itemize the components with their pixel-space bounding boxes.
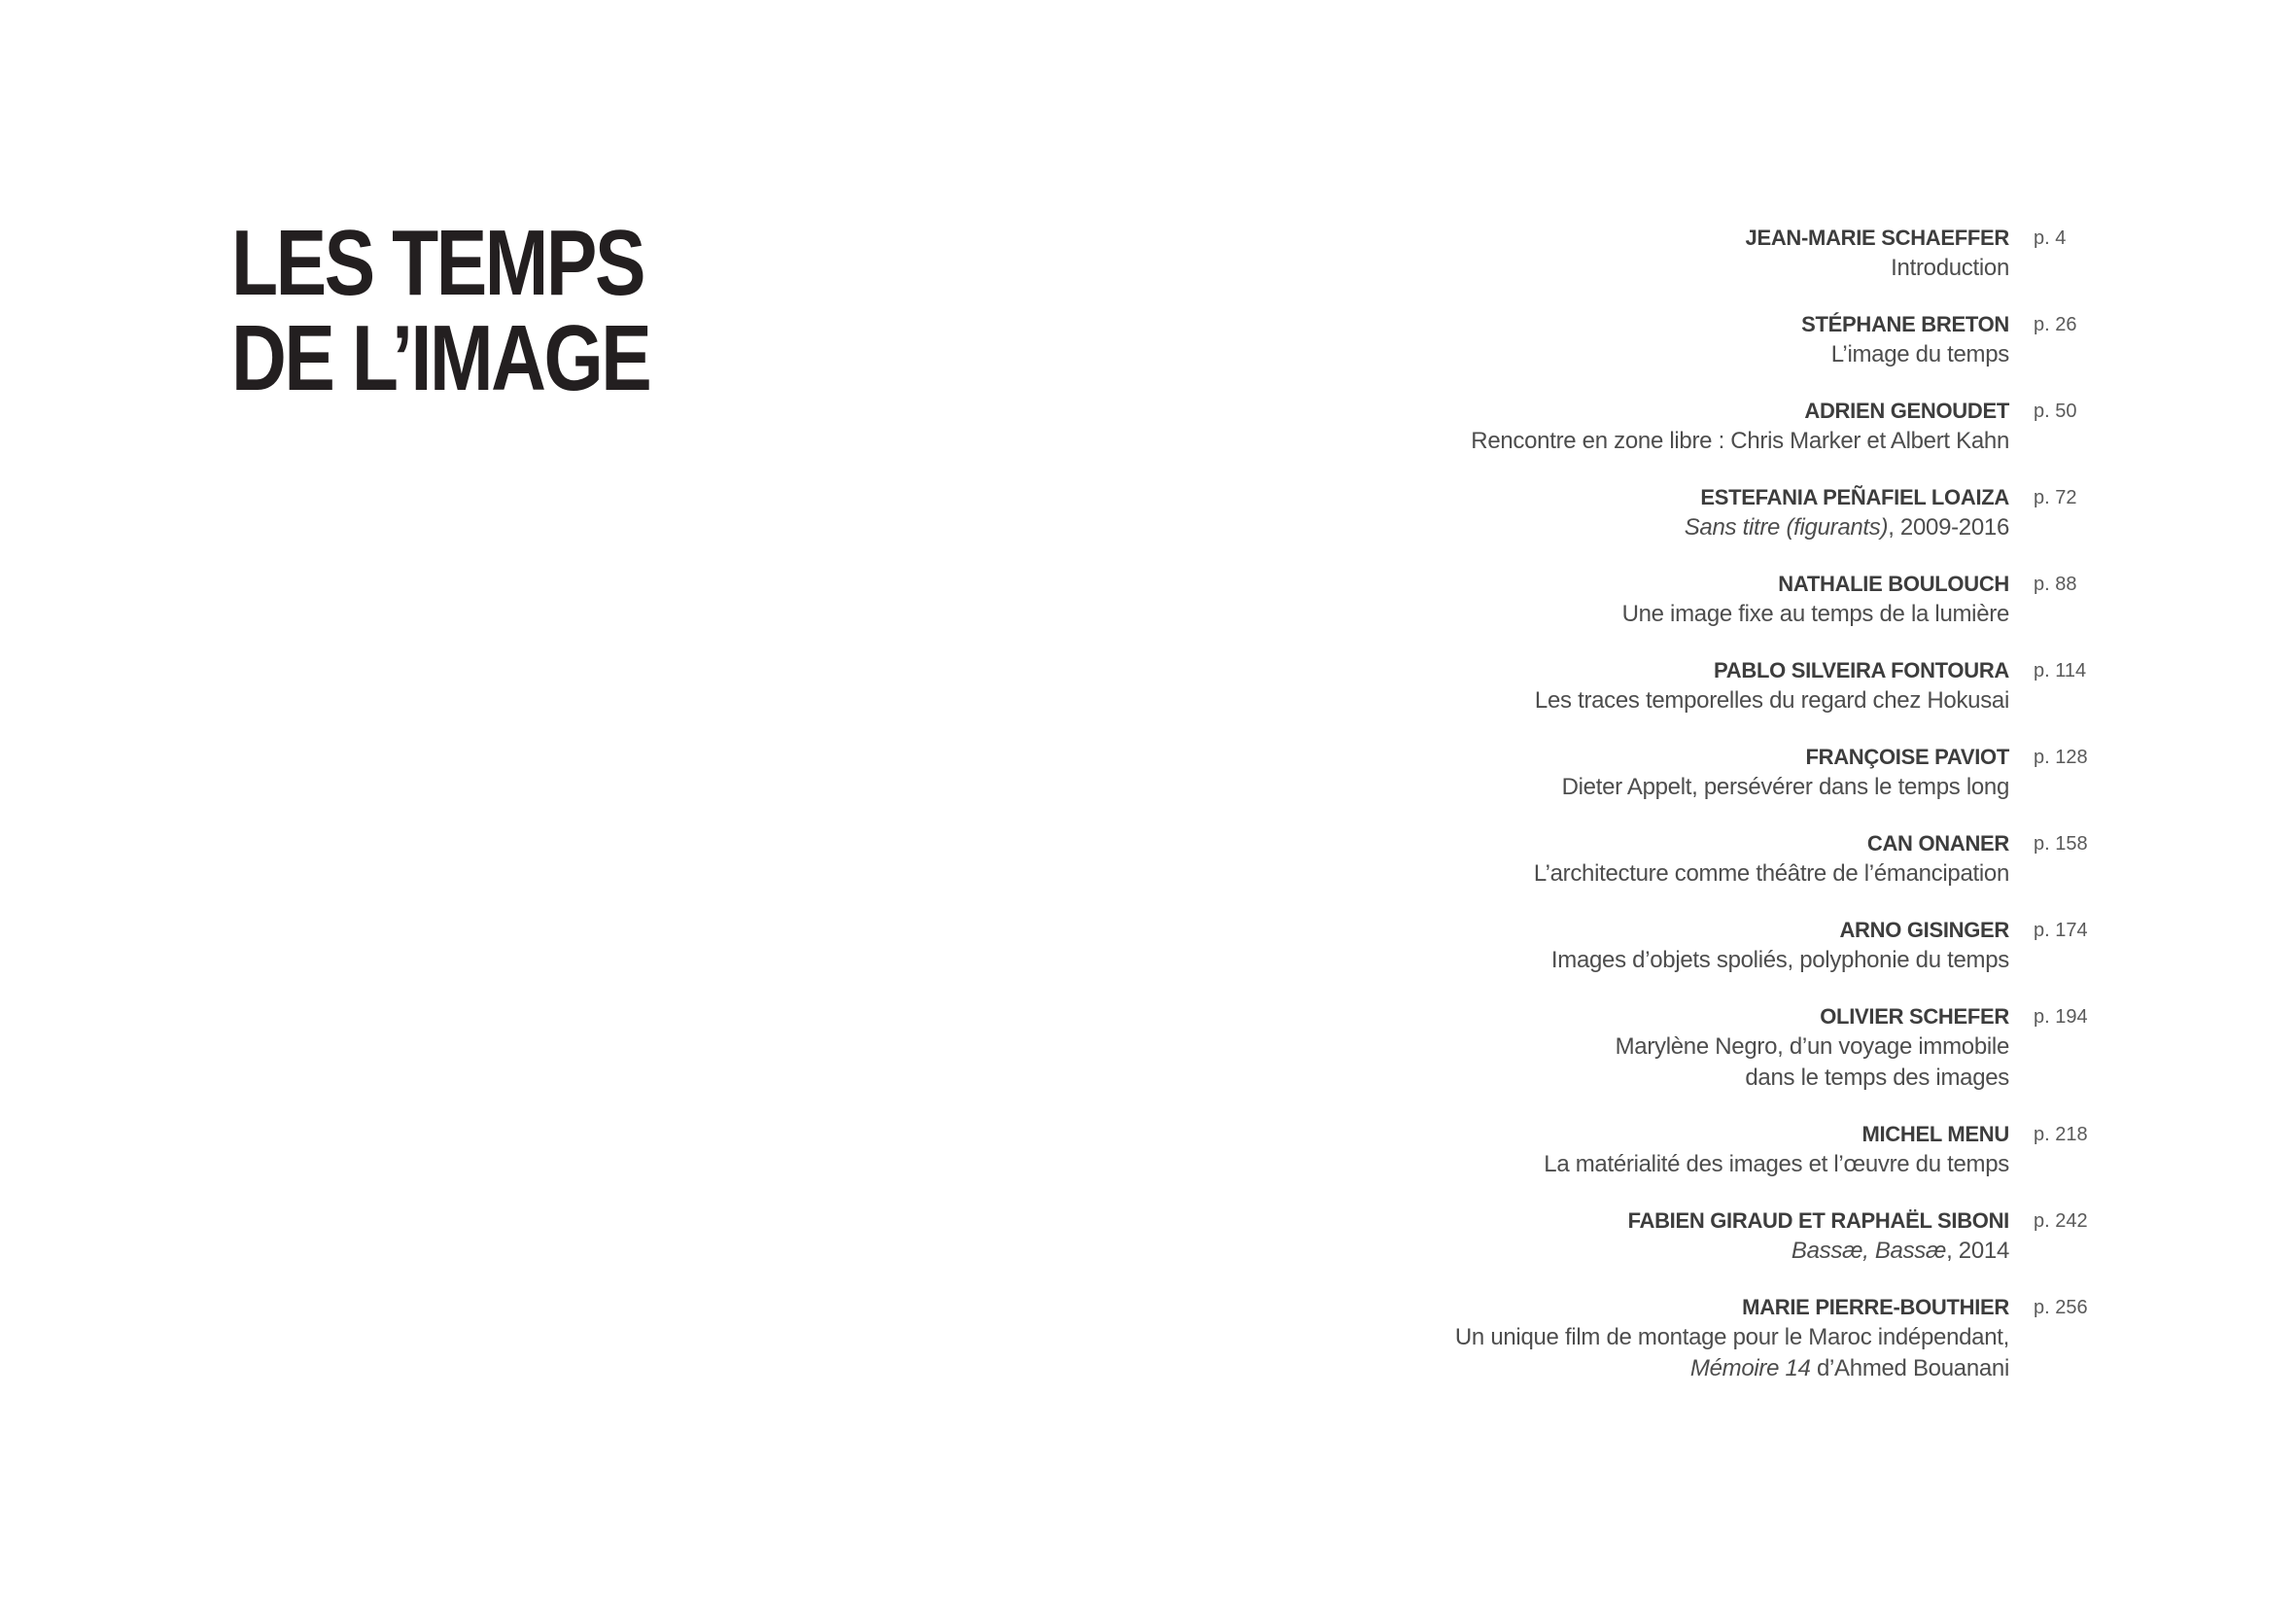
toc-article-title-segment: Marylène Negro, d’un voyage immobile bbox=[1615, 1033, 2009, 1060]
toc-author: ESTEFANIA PEÑAFIEL LOAIZA bbox=[1700, 485, 2009, 509]
toc-entry-text bbox=[1212, 310, 2009, 370]
toc-page-number: p. 158 bbox=[2034, 833, 2088, 855]
toc-article-title bbox=[1212, 426, 2009, 457]
toc-article-title bbox=[1212, 599, 2009, 630]
toc-article-title-segment: , 2009-2016 bbox=[1888, 514, 2009, 541]
toc-article-title bbox=[1212, 1149, 2009, 1180]
toc-article-title-segment: Dieter Appelt, persévérer dans le temps long bbox=[1561, 774, 2009, 800]
toc-article-title-line bbox=[1212, 1031, 2009, 1063]
toc-author: ARNO GISINGER bbox=[1839, 918, 2009, 942]
toc-author: FABIEN GIRAUD ET RAPHAËL SIBONI bbox=[1627, 1208, 2009, 1233]
toc-article-title-line bbox=[1212, 945, 2009, 976]
toc-entry-text bbox=[1212, 656, 2009, 716]
toc-page-number: p. 174 bbox=[2034, 920, 2088, 941]
toc-article-title-line bbox=[1212, 1149, 2009, 1180]
toc-article-title bbox=[1212, 1322, 2009, 1384]
toc-article-title-line bbox=[1212, 685, 2009, 716]
toc-entry-text bbox=[1212, 1206, 2009, 1267]
toc-page-number: p. 50 bbox=[2034, 401, 2077, 422]
toc-entry-text bbox=[1212, 224, 2009, 284]
toc-article-title bbox=[1212, 512, 2009, 543]
toc-article-title bbox=[1212, 772, 2009, 803]
book-title bbox=[231, 211, 650, 410]
toc-article-title-line bbox=[1212, 772, 2009, 803]
toc-entry-text bbox=[1212, 916, 2009, 976]
toc-entry bbox=[1212, 1002, 2087, 1094]
toc-author: MICHEL MENU bbox=[1861, 1122, 2009, 1146]
book-title-line-1: LES TEMPS bbox=[231, 211, 644, 315]
toc-author: MARIE PIERRE-BOUTHIER bbox=[1742, 1295, 2009, 1319]
toc-article-title-segment: d’Ahmed Bouanani bbox=[1810, 1355, 2009, 1381]
toc-article-title-italic: Sans titre (figurants) bbox=[1684, 514, 1889, 541]
toc-page-number: p. 114 bbox=[2034, 660, 2087, 681]
toc-entry-text bbox=[1212, 483, 2009, 543]
toc-article-title-line bbox=[1212, 1236, 2009, 1267]
toc-article-title-line bbox=[1212, 1063, 2009, 1094]
toc-entry-text bbox=[1212, 829, 2009, 890]
toc-author: STÉPHANE BRETON bbox=[1801, 312, 2009, 336]
toc-entry bbox=[1212, 656, 2087, 716]
toc-page-number: p. 256 bbox=[2034, 1297, 2088, 1318]
toc-entry bbox=[1212, 743, 2087, 803]
toc-page-number: p. 26 bbox=[2034, 314, 2077, 335]
toc-entry bbox=[1212, 829, 2087, 890]
toc-entry-text bbox=[1212, 743, 2009, 803]
toc-entry bbox=[1212, 397, 2087, 457]
toc-entry-text bbox=[1212, 1120, 2009, 1180]
toc-author: CAN ONANER bbox=[1866, 831, 2009, 856]
toc-entry-text bbox=[1212, 1002, 2009, 1094]
toc-article-title-line bbox=[1212, 1353, 2009, 1384]
toc-article-title-italic: Mémoire 14 bbox=[1689, 1355, 1811, 1381]
toc-article-title-line bbox=[1212, 858, 2009, 890]
toc-page-number: p. 218 bbox=[2034, 1124, 2088, 1145]
toc-author: NATHALIE BOULOUCH bbox=[1778, 572, 2009, 596]
toc-article-title-segment: La matérialité des images et l’œuvre du temps bbox=[1544, 1151, 2009, 1177]
toc-article-title-line bbox=[1212, 599, 2009, 630]
toc-author: PABLO SILVEIRA FONTOURA bbox=[1714, 658, 2009, 682]
toc-article-title bbox=[1212, 945, 2009, 976]
toc-page-number: p. 4 bbox=[2034, 227, 2067, 249]
toc-author: OLIVIER SCHEFER bbox=[1820, 1004, 2009, 1029]
toc-entry-text bbox=[1212, 570, 2009, 630]
toc-article-title-line bbox=[1212, 1322, 2009, 1353]
toc-article-title-segment: dans le temps des images bbox=[1745, 1065, 2009, 1091]
toc-article-title-segment: L’architecture comme théâtre de l’émancipation bbox=[1533, 860, 2009, 887]
toc-article-title bbox=[1212, 253, 2009, 284]
toc-entry bbox=[1212, 1293, 2087, 1384]
toc-article-title-line bbox=[1212, 253, 2009, 284]
toc-entry bbox=[1212, 310, 2087, 370]
toc-page-number: p. 194 bbox=[2034, 1006, 2088, 1028]
toc-article-title-italic: Bassæ, Bassæ bbox=[1791, 1238, 1947, 1264]
toc-author: FRANÇOISE PAVIOT bbox=[1805, 745, 2009, 769]
toc-page-number: p. 242 bbox=[2034, 1210, 2088, 1232]
toc-article-title-segment: Une image fixe au temps de la lumière bbox=[1621, 601, 2009, 627]
toc-entry-text bbox=[1212, 1293, 2009, 1384]
toc-author: ADRIEN GENOUDET bbox=[1804, 399, 2009, 423]
toc-page-number: p. 128 bbox=[2034, 747, 2088, 768]
toc-article-title-segment: Un unique film de montage pour le Maroc indépendant, bbox=[1454, 1324, 2009, 1350]
toc-article-title bbox=[1212, 858, 2009, 890]
toc-article-title-segment: , 2014 bbox=[1946, 1238, 2009, 1264]
toc-article-title bbox=[1212, 685, 2009, 716]
toc-article-title-segment: Les traces temporelles du regard chez Hokusai bbox=[1534, 687, 2009, 714]
toc-entry bbox=[1212, 483, 2087, 543]
toc-article-title-segment: Images d’objets spoliés, polyphonie du temps bbox=[1550, 947, 2009, 973]
toc-entry bbox=[1212, 570, 2087, 630]
toc-article-title-segment: Rencontre en zone libre : Chris Marker et Albert Kahn bbox=[1471, 428, 2009, 454]
toc-article-title bbox=[1212, 1236, 2009, 1267]
toc-entry-text bbox=[1212, 397, 2009, 457]
toc-article-title-segment: Introduction bbox=[1891, 255, 2009, 281]
toc-author: JEAN-MARIE SCHAEFFER bbox=[1745, 226, 2009, 250]
toc-article-title-line bbox=[1212, 426, 2009, 457]
toc-entry bbox=[1212, 224, 2087, 284]
toc-article-title-line bbox=[1212, 339, 2009, 370]
toc-article-title bbox=[1212, 339, 2009, 370]
toc-entry bbox=[1212, 1120, 2087, 1180]
toc-entry bbox=[1212, 1206, 2087, 1267]
table-of-contents bbox=[1212, 224, 2087, 1411]
toc-entry bbox=[1212, 916, 2087, 976]
book-title-line-2: DE L’IMAGE bbox=[231, 306, 650, 410]
toc-article-title-line bbox=[1212, 512, 2009, 543]
toc-article-title bbox=[1212, 1031, 2009, 1094]
toc-article-title-segment: L’image du temps bbox=[1830, 341, 2009, 367]
toc-page-number: p. 88 bbox=[2034, 574, 2077, 595]
toc-page-number: p. 72 bbox=[2034, 487, 2077, 508]
